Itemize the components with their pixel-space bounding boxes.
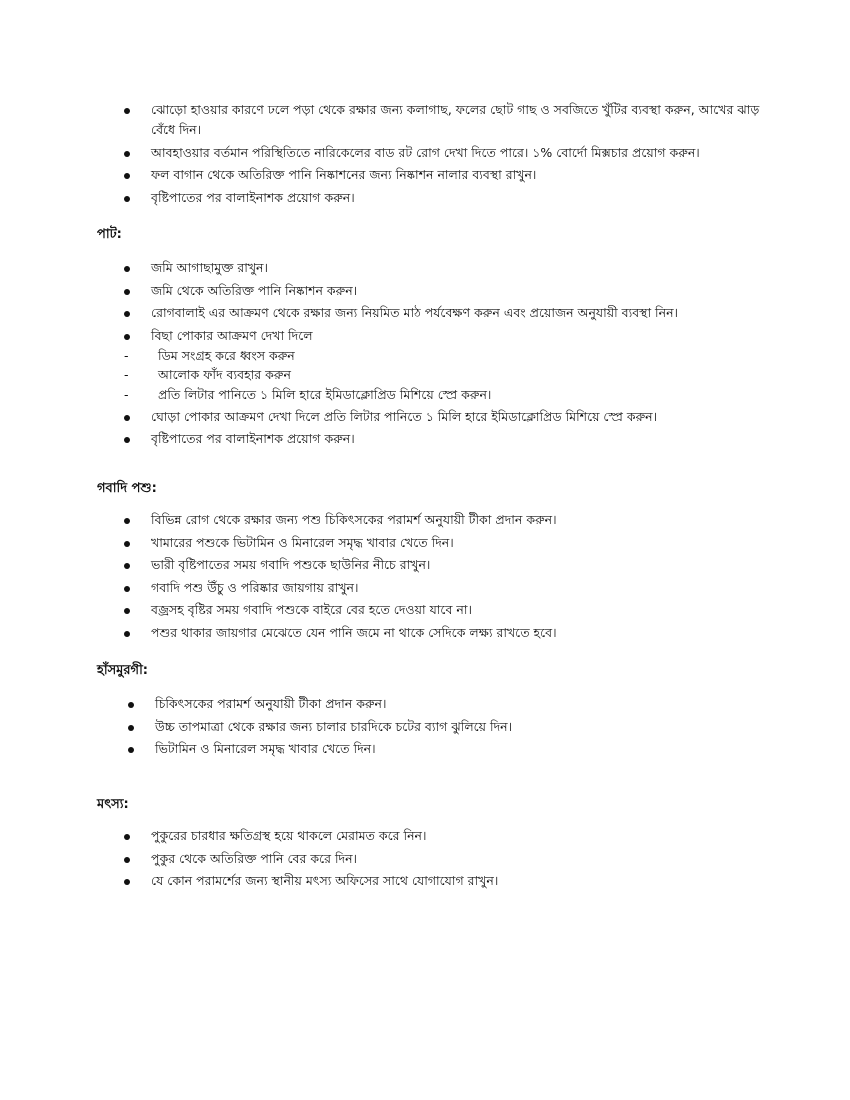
bullet-icon <box>124 586 130 592</box>
jute-advice-list <box>124 258 764 452</box>
list-item <box>124 578 784 598</box>
livestock-advice-list <box>124 510 784 645</box>
bullet-icon <box>124 563 130 569</box>
bullet-icon <box>124 879 130 885</box>
list-item <box>124 429 764 449</box>
list-item-text: ঝোড়ো হাওয়ার কারণে ঢলে পড়া থেকে রক্ষার জন্য কলাগাছ, ফলের ছোট গাছ ও সবজিতে খুঁটির ব্যবস্থা করুন, আখের ঝাড় বেঁধে দিন। <box>151 102 760 137</box>
sublist-item <box>124 346 764 366</box>
list-item <box>124 510 784 530</box>
list-item-text: বৃষ্টিপাতের পর বালাইনাশক প্রয়োগ করুন। <box>151 189 355 205</box>
list-item-text: জমি আগাছামুক্ত রাখুন। <box>151 260 268 275</box>
sublist-item <box>124 365 764 385</box>
bullet-icon <box>124 151 130 157</box>
sublist-item-text: আলোক ফাঁদ ব্যবহার করুন <box>158 367 291 382</box>
bullet-icon <box>124 857 130 863</box>
section-heading-fisheries: মৎস্য: <box>97 797 129 812</box>
list-item-text: বিভিন্ন রোগ থেকে রক্ষার জন্য পশু চিকিৎসকের পরামর্শ অনুযায়ী টীকা প্রদান করুন। <box>151 512 557 527</box>
list-item <box>128 717 768 737</box>
list-item <box>124 849 764 869</box>
list-item <box>124 871 764 891</box>
dash-icon: - <box>124 367 129 382</box>
list-item <box>124 143 764 163</box>
bullet-icon <box>128 725 134 731</box>
fisheries-advice-list <box>124 826 764 894</box>
bullet-icon <box>124 518 130 524</box>
list-item-text: খামারের পশুকে ভিটামিন ও মিনারেল সমৃদ্ধ খাবার খেতে দিন। <box>151 534 454 550</box>
list-item-text: রোগবালাই এর আক্রমণ থেকে রক্ষার জন্য নিয়মিত মাঠ পর্যবেক্ষণ করুন এবং প্রয়োজন অনুযায়ী ব্যবস্থা নিন। <box>151 305 679 320</box>
dash-icon: - <box>124 386 129 402</box>
list-item <box>124 303 764 323</box>
bullet-icon <box>128 747 134 753</box>
fruit-advice-list <box>124 100 764 210</box>
list-item-text: ভারী বৃষ্টিপাতের সময় গবাদি পশুকে ছাউনির নীচে রাখুন। <box>151 557 431 572</box>
bullet-icon <box>124 608 130 614</box>
bullet-icon <box>124 631 130 637</box>
list-item-text: পুকুর থেকে অতিরিক্ত পানি বের করে দিন। <box>151 850 358 866</box>
dash-icon: - <box>124 347 129 363</box>
list-item <box>124 326 764 405</box>
list-item-text: গবাদি পশু উঁচু ও পরিষ্কার জায়গায় রাখুন। <box>151 579 359 595</box>
list-item-text: জমি থেকে অতিরিক্ত পানি নিষ্কাশন করুন। <box>151 282 358 298</box>
sublist-item-text: ডিম সংগ্রহ করে ধ্বংস করুন <box>158 347 295 363</box>
bullet-icon <box>124 437 130 443</box>
bullet-icon <box>124 108 130 114</box>
list-item <box>128 694 768 714</box>
list-item <box>124 533 784 553</box>
section-heading-livestock: গবাদি পশু: <box>97 481 157 496</box>
bullet-icon <box>124 311 130 317</box>
bullet-icon <box>124 196 130 202</box>
list-item-text: পুকুরের চারধার ক্ষতিগ্রস্থ হয়ে থাকলে মেরামত করে নিন। <box>151 828 427 843</box>
list-item <box>124 281 764 301</box>
list-item-text: চিকিৎসকের পরামর্শ অনুযায়ী টীকা প্রদান করুন। <box>155 696 387 711</box>
list-item-text: ভিটামিন ও মিনারেল সমৃদ্ধ খাবার খেতে দিন। <box>155 741 376 756</box>
poultry-advice-list <box>128 694 768 762</box>
list-item-text: আবহাওয়ার বর্তমান পরিস্থিতিতে নারিকেলের বাড রট রোগ দেখা দিতে পারে। ১% বোর্দো মিক্সচার প্রয়োগ করুন। <box>151 144 700 160</box>
bullet-icon <box>124 266 130 272</box>
list-item-text: বৃষ্টিপাতের পর বালাইনাশক প্রয়োগ করুন। <box>151 431 355 446</box>
list-item-text: ঘোড়া পোকার আক্রমণ দেখা দিলে প্রতি লিটার পানিতে ১ মিলি হারে ইমিডাক্লোপ্রিড মিশিয়ে স্প্রে করুন। <box>151 408 658 424</box>
list-item-text: উচ্চ তাপমাত্রা থেকে রক্ষার জন্য চালার চারদিকে চটের ব্যাগ ঝুলিয়ে দিন। <box>155 718 513 734</box>
list-item <box>124 826 764 846</box>
bullet-icon <box>124 834 130 840</box>
section-heading-jute: পাট: <box>97 227 122 242</box>
list-item <box>124 165 764 185</box>
list-item-text: যে কোন পরামর্শের জন্য স্থানীয় মৎস্য অফিসের সাথে যোগাযোগ রাখুন। <box>151 873 499 888</box>
section-heading-poultry: হাঁসমুরগী: <box>97 663 148 678</box>
bullet-icon <box>124 541 130 547</box>
bullet-icon <box>124 334 130 340</box>
bullet-icon <box>128 702 134 708</box>
list-item <box>124 407 764 427</box>
bullet-icon <box>124 173 130 179</box>
list-item <box>128 739 768 759</box>
list-item-text: বিছা পোকার আক্রমণ দেখা দিলে <box>151 327 313 343</box>
list-item <box>124 188 764 208</box>
list-item <box>124 258 764 278</box>
list-item <box>124 623 784 643</box>
sublist-item-text: প্রতি লিটার পানিতে ১ মিলি হারে ইমিডাক্লোপ্রিড মিশিয়ে স্প্রে করুন। <box>158 386 492 402</box>
bullet-icon <box>124 415 130 421</box>
list-item <box>124 100 764 140</box>
list-item-text: বজ্রসহ বৃষ্টির সময় গবাদি পশুকে বাইরে বের হতে দেওয়া যাবে না। <box>151 602 472 617</box>
list-item <box>124 555 784 575</box>
list-item-text: ফল বাগান থেকে অতিরিক্ত পানি নিষ্কাশনের জন্য নিষ্কাশন নালার ব্যবস্থা রাখুন। <box>151 167 537 182</box>
caterpillar-sublist <box>124 346 764 405</box>
sublist-item <box>124 385 764 405</box>
list-item-text: পশুর থাকার জায়গার মেঝেতে যেন পানি জমে না থাকে সেদিকে লক্ষ্য রাখতে হবে। <box>151 624 557 640</box>
bullet-icon <box>124 289 130 295</box>
list-item <box>124 600 784 620</box>
